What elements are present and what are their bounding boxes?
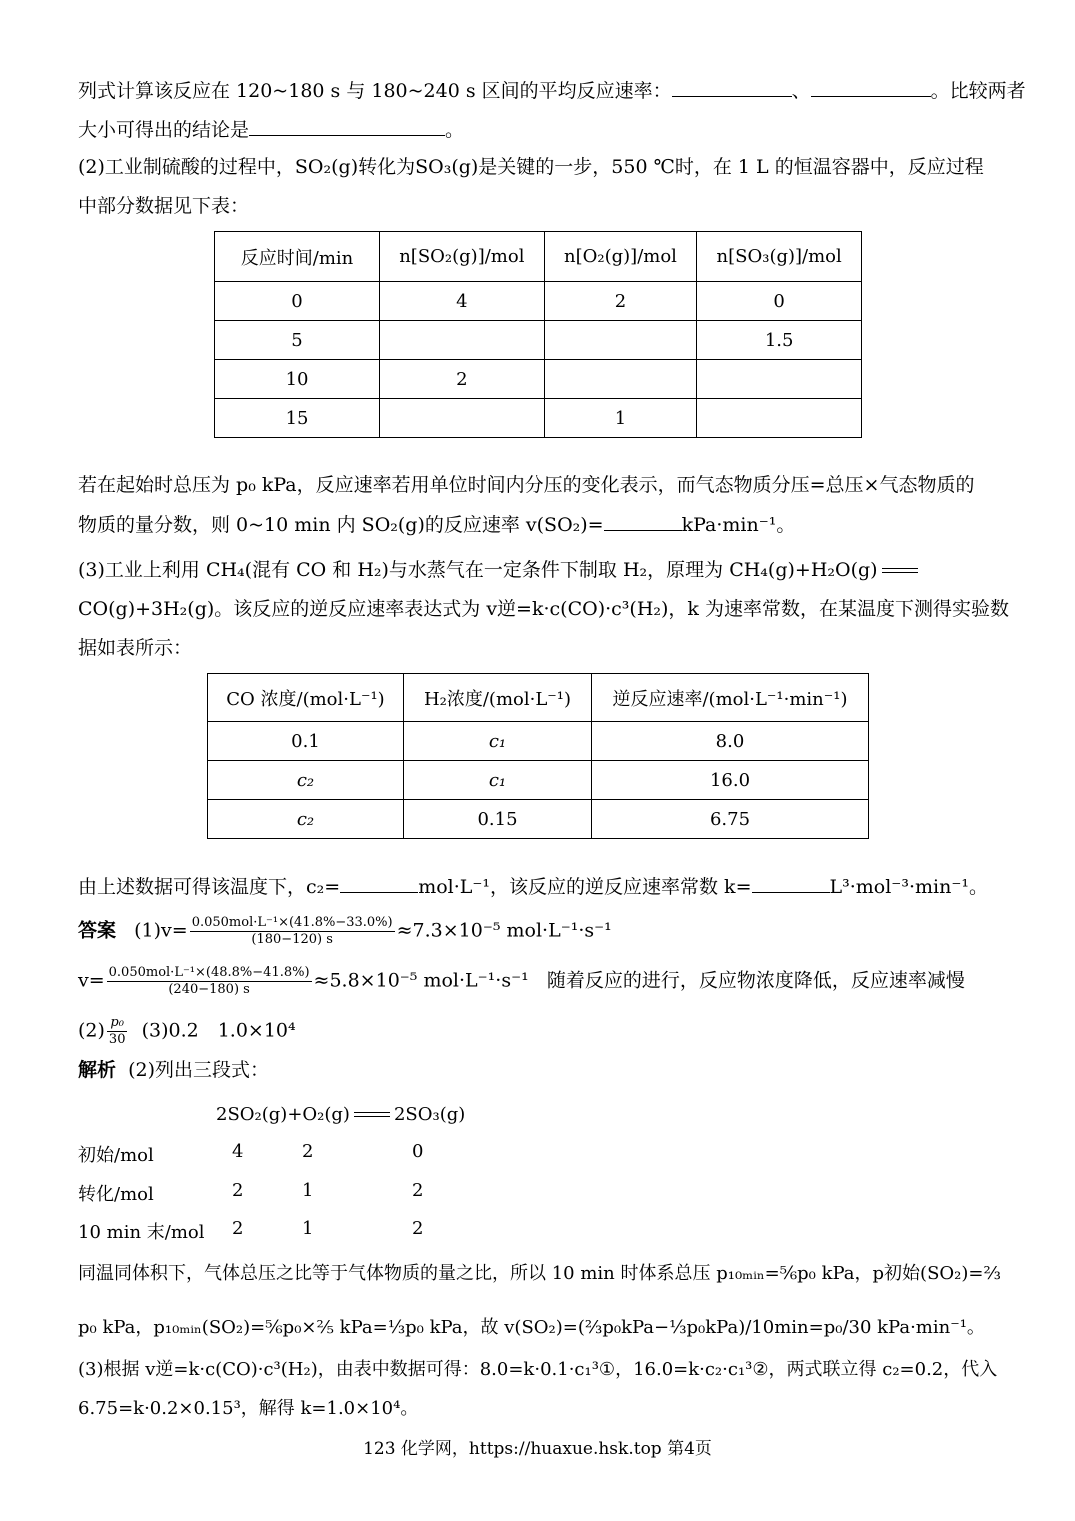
table-row: [208, 722, 869, 761]
table-cell: [380, 321, 545, 360]
q1-period: 。: [445, 119, 465, 141]
table-cell: 0.15: [404, 800, 592, 839]
table-rate-data: [207, 673, 869, 839]
q3-line1: [78, 558, 922, 582]
equilibrium-arrow-icon: [354, 1110, 390, 1120]
table-reaction-data: [214, 231, 862, 438]
table-cell: 0.1: [208, 722, 404, 761]
stage-value: 4: [232, 1141, 244, 1162]
table-cell: 1: [544, 399, 697, 438]
stage-label: 10 min 末/mol: [78, 1222, 205, 1243]
table-header: H₂浓度/(mol·L⁻¹): [404, 674, 592, 722]
q3-k-unit: L³·mol⁻³·min⁻¹。: [829, 876, 988, 898]
table-cell: 0: [215, 282, 380, 321]
table-cell: 5: [215, 321, 380, 360]
q3-result-line: [78, 874, 988, 899]
table-cell: 1.5: [697, 321, 862, 360]
stage-value: 0: [412, 1141, 424, 1162]
q1-text: 大小可得出的结论是: [78, 119, 250, 141]
q1-line1: [78, 78, 1026, 103]
table-cell: 8.0: [592, 722, 869, 761]
table-cell: [544, 321, 697, 360]
answer-note: 随着反应的进行，反应物浓度降低，反应速率减慢: [546, 969, 965, 992]
answer-line1: [78, 915, 612, 948]
fraction: [107, 1015, 128, 1048]
fraction-denominator: 30: [108, 1032, 126, 1047]
q2-pressure-line2: [78, 512, 795, 537]
fraction: [190, 915, 395, 948]
answer-blank[interactable]: [604, 512, 682, 531]
table-cell: [697, 360, 862, 399]
table-row: [208, 800, 869, 839]
answer-line2: [78, 965, 965, 998]
table-header: 逆反应速率/(mol·L⁻¹·min⁻¹): [592, 674, 869, 722]
fraction-numerator: 0.050mol·L⁻¹×(41.8%−33.0%): [191, 915, 393, 930]
equilibrium-arrow-icon: [882, 566, 918, 576]
table-header: n[SO₃(g)]/mol: [697, 232, 862, 282]
stage-value: 2: [232, 1218, 244, 1239]
q3-text: (3)工业上利用 CH₄(混有 CO 和 H₂)与水蒸气在一定条件下制取 H₂，原理为 CH₄(g)+H₂O(g): [78, 559, 878, 581]
stage-value: 1: [302, 1218, 314, 1239]
table-header-row: [208, 674, 869, 722]
table-cell: [697, 399, 862, 438]
analysis-label: 解析: [78, 1059, 117, 1081]
table-cell: c₂: [208, 761, 404, 800]
table-cell: [544, 360, 697, 399]
q1-line2: [78, 117, 464, 142]
table-cell: 10: [215, 360, 380, 399]
table-row: [215, 399, 862, 438]
q2-pressure-line1: 若在起始时总压为 p₀ kPa，反应速率若用单位时间内分压的变化表示，而气态物质分压=总压×气态物质的: [78, 474, 975, 496]
table-header-row: [215, 232, 862, 282]
answer-line3: [78, 1015, 296, 1048]
table-cell: 6.75: [592, 800, 869, 839]
analysis-intro: [78, 1058, 269, 1082]
table-row: [215, 360, 862, 399]
stage-value: 2: [412, 1218, 424, 1239]
analysis-line2: p₀ kPa，p₁₀ₘᵢₙ(SO₂)=⅚p₀×⅖ kPa=⅓p₀ kPa，故 v(SO₂)=(⅔p₀kPa−⅓p₀kPa)/10min=p₀/30 kPa·min⁻¹。: [78, 1317, 985, 1338]
fraction: [107, 965, 312, 998]
q3-c2-text: 由上述数据可得该温度下，c₂=: [78, 876, 341, 898]
stage-value: 1: [302, 1180, 314, 1201]
answer-blank[interactable]: [340, 874, 418, 893]
answer-text: (3)0.2 1.0×10⁴: [141, 1019, 296, 1042]
q2-rate-unit: kPa·min⁻¹。: [681, 514, 796, 536]
equation-lhs: 2SO₂(g)+O₂(g): [216, 1104, 350, 1125]
q1-text: 列式计算该反应在 120~180 s 与 180~240 s 区间的平均反应速率：: [78, 80, 672, 102]
table-header: n[SO₂(g)]/mol: [380, 232, 545, 282]
stage-label: 转化/mol: [78, 1184, 154, 1205]
equation: [216, 1104, 465, 1125]
stage-label: 初始/mol: [78, 1145, 154, 1166]
table-cell: c₂: [208, 800, 404, 839]
table-cell: 4: [380, 282, 545, 321]
answer-text: (2): [78, 1019, 105, 1042]
answer-label: 答案: [78, 919, 117, 942]
analysis-line3: (3)根据 v逆=k·c(CO)·c³(H₂)，由表中数据可得：8.0=k·0.1·c₁³①，16.0=k·c₂·c₁³②，两式联立得 c₂=0.2，代入: [78, 1359, 998, 1380]
answer-text: ≈5.8×10⁻⁵ mol·L⁻¹·s⁻¹: [313, 969, 529, 992]
table-header: 反应时间/min: [215, 232, 380, 282]
table-row: [215, 321, 862, 360]
q2-rate-text: 物质的量分数，则 0~10 min 内 SO₂(g)的反应速率 v(SO₂)=: [78, 514, 604, 536]
q3-k-text: mol·L⁻¹，该反应的逆反应速率常数 k=: [418, 876, 752, 898]
answer-blank[interactable]: [249, 117, 445, 136]
answer-text: v=: [78, 969, 105, 992]
table-row: [208, 761, 869, 800]
stage-value: 2: [412, 1180, 424, 1201]
analysis-text: (2)列出三段式：: [128, 1059, 270, 1081]
table-cell: c₁: [404, 761, 592, 800]
table-cell: [380, 399, 545, 438]
table-cell: 0: [697, 282, 862, 321]
analysis-line4: 6.75=k·0.2×0.15³，解得 k=1.0×10⁴。: [78, 1398, 419, 1419]
page-footer: 123 化学网，https://huaxue.hsk.top 第4页: [363, 1439, 712, 1459]
table-cell: 2: [544, 282, 697, 321]
table-header: n[O₂(g)]/mol: [544, 232, 697, 282]
answer-blank[interactable]: [672, 78, 792, 97]
q3-line3: 据如表所示：: [78, 637, 193, 659]
table-row: [215, 282, 862, 321]
q2-line2: 中部分数据见下表：: [78, 195, 250, 217]
table-cell: c₁: [404, 722, 592, 761]
answer-blank[interactable]: [811, 78, 931, 97]
stage-value: 2: [302, 1141, 314, 1162]
q1-text-tail: 。比较两者: [930, 80, 1026, 102]
table-header: CO 浓度/(mol·L⁻¹): [208, 674, 404, 722]
table-cell: 2: [380, 360, 545, 399]
q3-line2: CO(g)+3H₂(g)。该反应的逆反应速率表达式为 v逆=k·c(CO)·c³(H₂)，k 为速率常数，在某温度下测得实验数: [78, 598, 1009, 620]
answer-text: ≈7.3×10⁻⁵ mol·L⁻¹·s⁻¹: [396, 919, 612, 942]
fraction-numerator: 0.050mol·L⁻¹×(48.8%−41.8%): [108, 965, 310, 980]
answer-blank[interactable]: [752, 874, 830, 893]
fraction-denominator: (180−120) s: [251, 932, 333, 947]
table-cell: 16.0: [592, 761, 869, 800]
fraction-numerator: p₀: [107, 1015, 128, 1032]
stage-value: 2: [232, 1180, 244, 1201]
q2-line1: (2)工业制硫酸的过程中，SO₂(g)转化为SO₃(g)是关键的一步，550 ℃时，在 1 L 的恒温容器中，反应过程: [78, 156, 984, 178]
analysis-line1: 同温同体积下，气体总压之比等于气体物质的量之比，所以 10 min 时体系总压 p₁₀ₘᵢₙ=⅚p₀ kPa，p初始(SO₂)=⅔: [78, 1263, 1001, 1284]
separator: 、: [791, 80, 811, 102]
answer-text: (1)v=: [134, 919, 188, 942]
equation-rhs: 2SO₃(g): [393, 1104, 466, 1125]
fraction-denominator: (240−180) s: [168, 982, 250, 997]
table-cell: 15: [215, 399, 380, 438]
